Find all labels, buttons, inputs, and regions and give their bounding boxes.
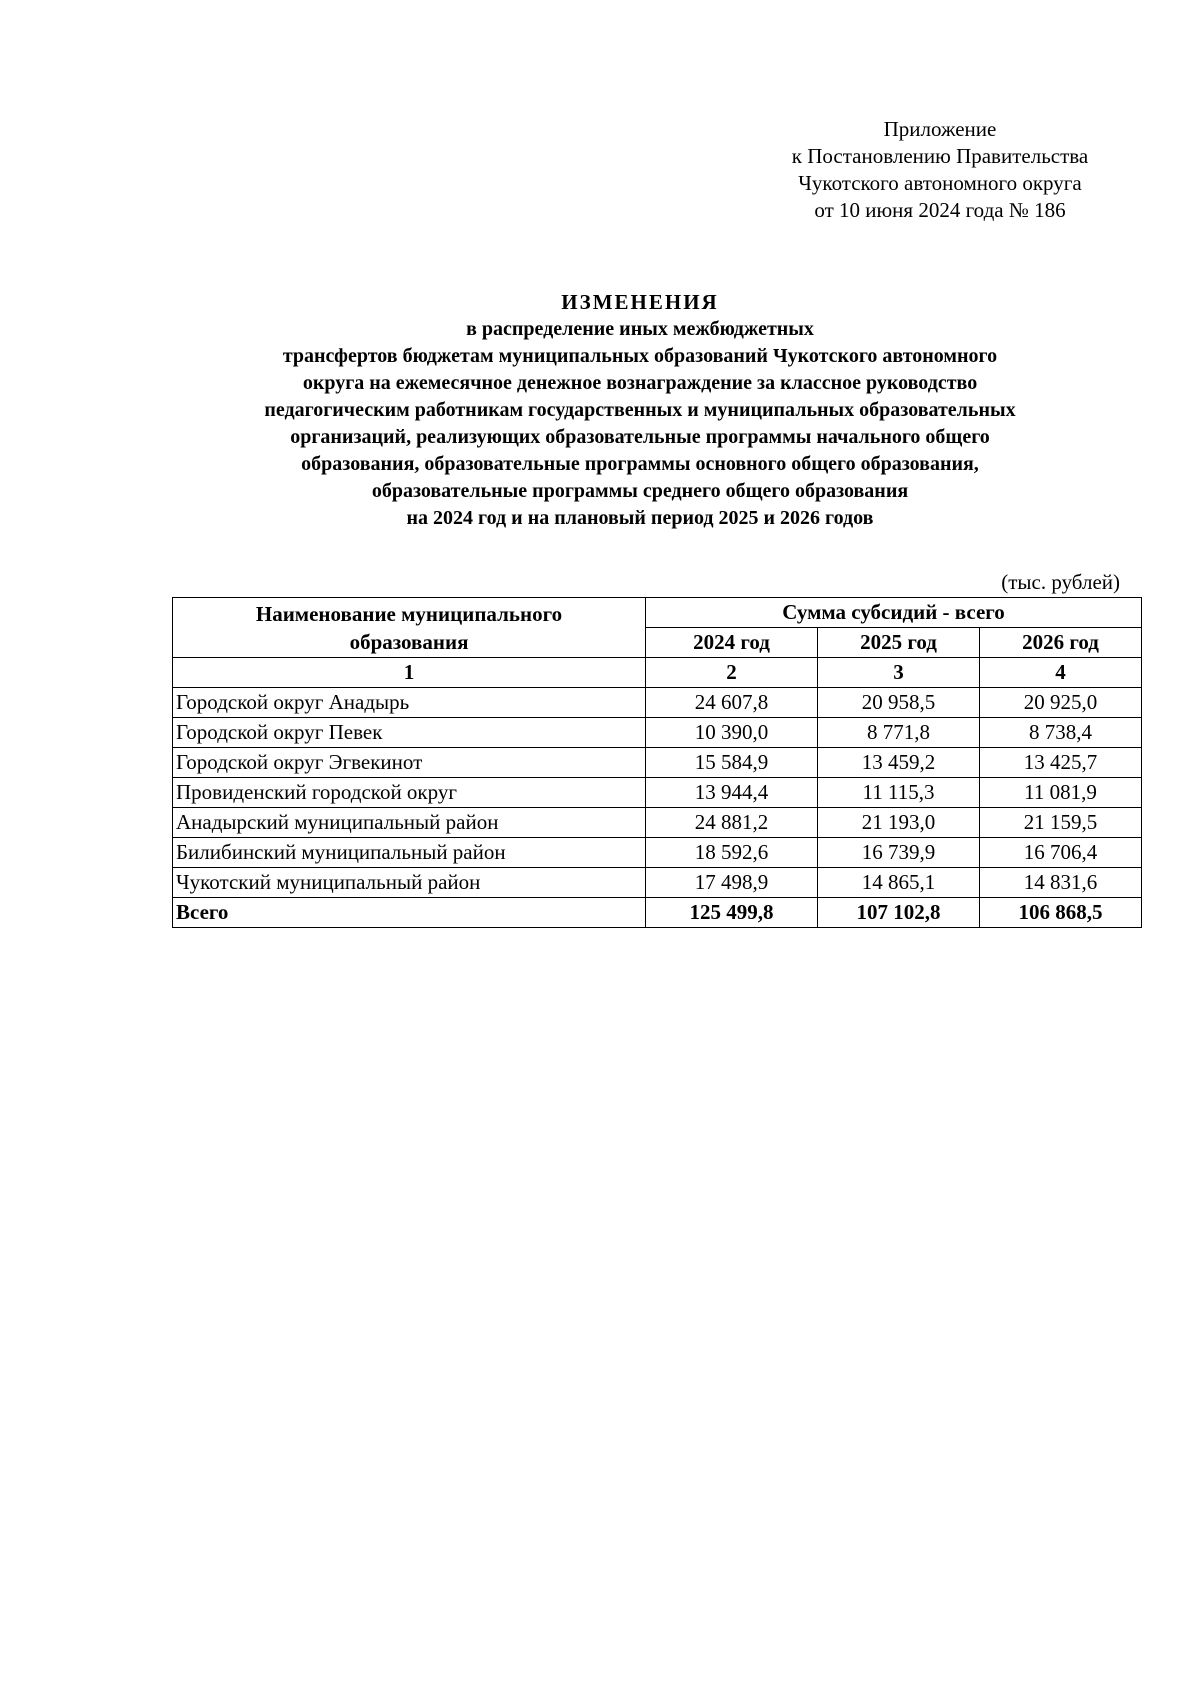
municipality-name: Билибинский муниципальный район <box>173 838 646 868</box>
table-header-row <box>173 598 1142 628</box>
header-year-2024: 2024 год <box>646 628 818 658</box>
table-col-number-row <box>173 658 1142 688</box>
municipality-name: Городской округ Эгвекинот <box>173 748 646 778</box>
title-line: округа на ежемесячное денежное вознаграждение за классное руководство <box>302 372 978 394</box>
allocation-table <box>172 597 1142 928</box>
title-line: организаций, реализующих образовательные программы начального общего <box>290 426 990 448</box>
col-number: 3 <box>818 658 980 688</box>
value-2025: 16 739,9 <box>818 838 980 868</box>
title-line: педагогическим работникам государственных и муниципальных образовательных <box>264 399 1016 421</box>
value-2024: 17 498,9 <box>646 868 818 898</box>
table-row <box>173 688 1142 718</box>
appendix-date-number: от 10 июня 2024 года № 186 <box>814 198 1066 222</box>
municipality-name: Городской округ Певек <box>173 718 646 748</box>
value-2026: 11 081,9 <box>980 778 1142 808</box>
municipality-name: Провиденский городской округ <box>173 778 646 808</box>
col-number: 1 <box>173 658 646 688</box>
header-year-2025: 2025 год <box>818 628 980 658</box>
value-2024: 24 881,2 <box>646 808 818 838</box>
col-number: 2 <box>646 658 818 688</box>
value-2024: 15 584,9 <box>646 748 818 778</box>
header-municipality-line1: Наименование муниципального <box>255 601 563 626</box>
value-2025: 13 459,2 <box>818 748 980 778</box>
total-2026: 106 868,5 <box>980 898 1142 928</box>
value-2025: 21 193,0 <box>818 808 980 838</box>
header-subsidy-total: Сумма субсидий - всего <box>646 598 1142 628</box>
title-heading: ИЗМЕНЕНИЯ <box>561 290 719 314</box>
title-line: образовательные программы среднего общего образования <box>371 480 909 502</box>
value-2025: 8 771,8 <box>818 718 980 748</box>
appendix-resolution-ref: к Постановлению Правительства <box>791 144 1089 168</box>
table-total-row <box>173 898 1142 928</box>
appendix-header <box>740 116 1140 224</box>
total-2025: 107 102,8 <box>818 898 980 928</box>
table-row <box>173 778 1142 808</box>
header-year-2026: 2026 год <box>980 628 1142 658</box>
value-2025: 11 115,3 <box>818 778 980 808</box>
table-row <box>173 838 1142 868</box>
value-2026: 8 738,4 <box>980 718 1142 748</box>
title-line: в распределение иных межбюджетных <box>466 318 814 340</box>
municipality-name: Чукотский муниципальный район <box>173 868 646 898</box>
title-line: на 2024 год и на плановый период 2025 и 2026 годов <box>406 507 874 529</box>
value-2026: 13 425,7 <box>980 748 1142 778</box>
value-2025: 20 958,5 <box>818 688 980 718</box>
appendix-region: Чукотского автономного округа <box>798 171 1082 195</box>
value-2026: 21 159,5 <box>980 808 1142 838</box>
table-row <box>173 748 1142 778</box>
table-row <box>173 808 1142 838</box>
value-2026: 14 831,6 <box>980 868 1142 898</box>
municipality-name: Городской округ Анадырь <box>173 688 646 718</box>
table-row <box>173 868 1142 898</box>
total-2024: 125 499,8 <box>646 898 818 928</box>
municipality-name: Анадырский муниципальный район <box>173 808 646 838</box>
value-2024: 10 390,0 <box>646 718 818 748</box>
value-2025: 14 865,1 <box>818 868 980 898</box>
total-label: Всего <box>173 898 646 928</box>
title-line: образования, образовательные программы основного общего образования, <box>301 453 979 475</box>
units-label: (тыс. рублей) <box>1001 570 1120 594</box>
value-2024: 24 607,8 <box>646 688 818 718</box>
value-2024: 13 944,4 <box>646 778 818 808</box>
appendix-label: Приложение <box>883 117 997 141</box>
header-municipality-line2: образования <box>349 629 469 654</box>
header-municipality <box>173 598 646 658</box>
title-line: трансфертов бюджетам муниципальных образований Чукотского автономного <box>282 345 998 367</box>
value-2026: 16 706,4 <box>980 838 1142 868</box>
value-2026: 20 925,0 <box>980 688 1142 718</box>
table-row <box>173 718 1142 748</box>
document-title <box>160 288 1120 532</box>
value-2024: 18 592,6 <box>646 838 818 868</box>
col-number: 4 <box>980 658 1142 688</box>
